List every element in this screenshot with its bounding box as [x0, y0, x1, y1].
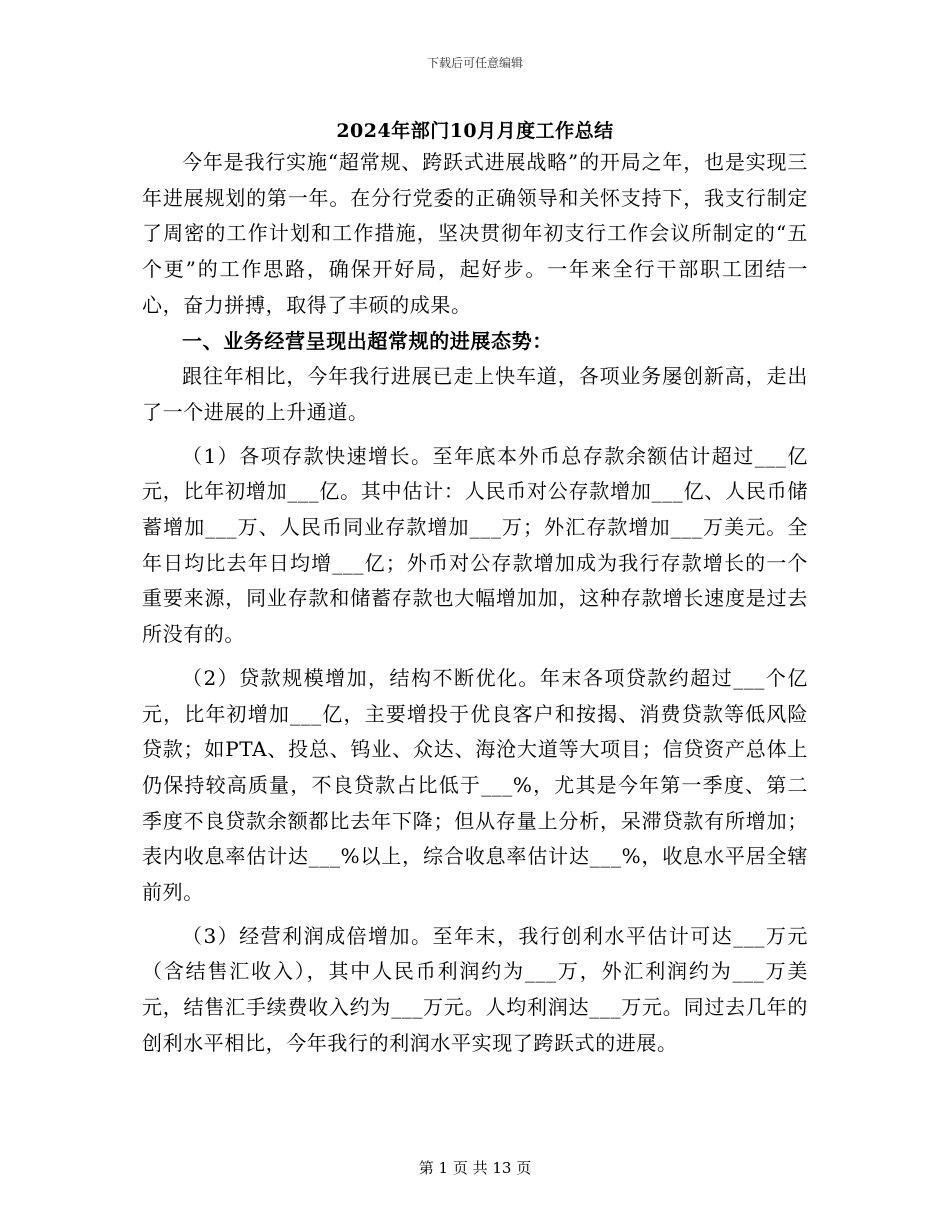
document-body — [142, 145, 808, 1062]
section-intro-paragraph: 跟往年相比，今年我行进展已走上快车道，各项业务屡创新高，走出了一个进展的上升通道。 — [142, 364, 808, 424]
profit-paragraph: （3）经营利润成倍增加。至年末，我行创利水平估计可达___万元（含结售汇收入），其中人民币利润约为___万，外汇利润约为___万美元，结售汇手续费收入约为___万元。人均利润达___万元。同过去几年的创利水平相比，今年我行的利润水平实现了跨跃式的进展。 — [142, 923, 808, 1055]
intro-paragraph: 今年是我行实施“超常规、跨跃式进展战略”的开局之年，也是实现三年进展规划的第一年。在分行党委的正确领导和关怀支持下，我支行制定了周密的工作计划和工作措施，坚决贯彻年初支行工作会议所制定的“五个更”的工作思路，确保开好局，起好步。一年来全行干部职工团结一心，奋力拼搏，取得了丰硕的成果。 — [142, 150, 808, 317]
section-heading: 一、业务经营呈现出超常规的进展态势： — [182, 328, 553, 353]
page-number: 第 1 页 共 13 页 — [418, 1159, 532, 1177]
document-title: 2024年部门10月月度工作总结 — [336, 120, 614, 142]
deposit-paragraph: （1）各项存款快速增长。至年底本外币总存款余额估计超过___亿元，比年初增加___亿。其中估计：人民币对公存款增加___亿、人民币储蓄增加___万、人民币同业存款增加___万；外汇存款增加___万美元。全年日均比去年日均增___亿；外币对公存款增加成为我行存款增长的一个重要来源，同业存款和储蓄存款也大幅增加加，这种存款增长速度是过去所没有的。 — [142, 443, 808, 647]
loan-paragraph: （2）贷款规模增加，结构不断优化。年末各项贷款约超过___个亿元，比年初增加___亿，主要增投于优良客户和按揭、消费贷款等低风险贷款；如PTA、投总、钨业、众达、海沧大道等大项目；信贷资产总体上仍保持较高质量，不良贷款占比低于___%，尤其是今年第一季度、第二季度不良贷款余额都比去年下降；但从存量上分析，呆滞贷款有所增加；表内收息率估计达___%以上，综合收息率估计达___%，收息水平居全辖前列。 — [142, 665, 808, 905]
header-note: 下载后可任意编辑 — [426, 56, 523, 70]
